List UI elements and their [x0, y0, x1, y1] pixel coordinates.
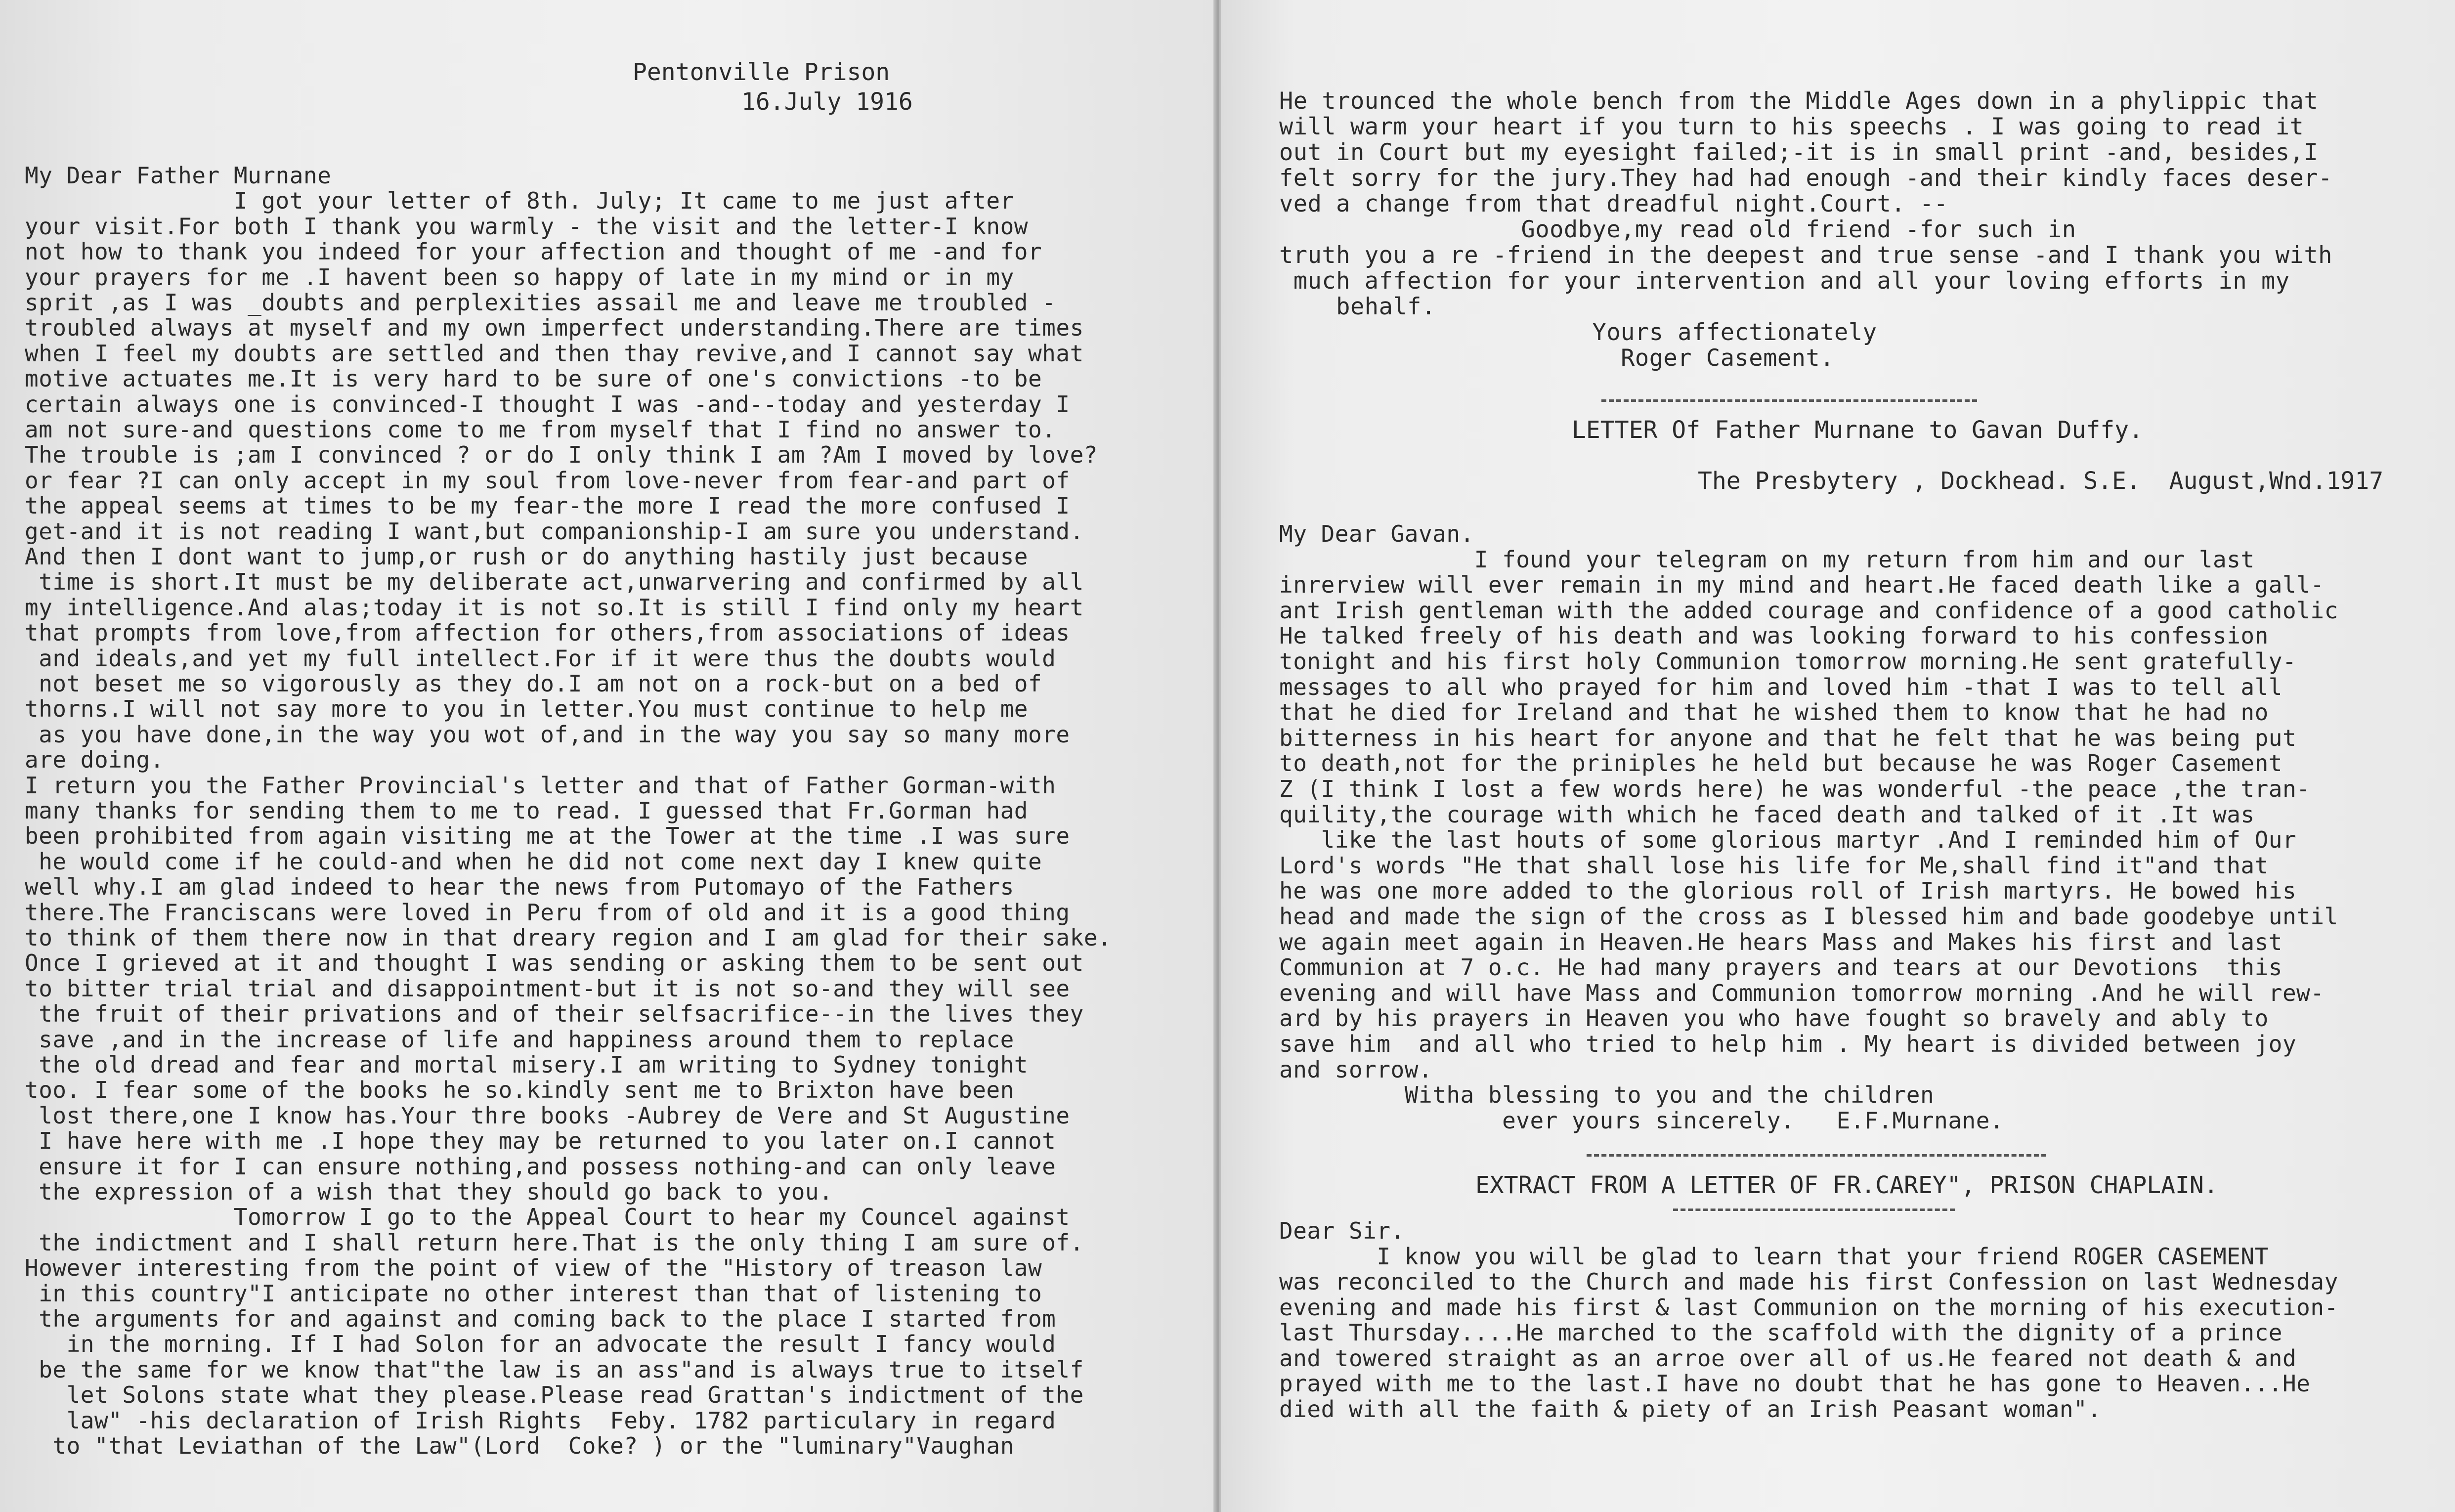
text-line: will warm your heart if you turn to his speechs . I was going to read it: [1279, 113, 2304, 140]
text-line: Goodbye,my read old friend -for such in: [1279, 216, 2076, 243]
text-line: my intelligence.And alas;today it is not so.It is still I find only my heart: [25, 594, 1084, 621]
text-line: not beset me so vigorously as they do.I am not on a rock-but on a bed of: [25, 670, 1042, 697]
text-line: troubled always at myself and my own imperfect understanding.There are times: [25, 314, 1084, 342]
text-line: was reconciled to the Church and made his first Confession on last Wednesday: [1279, 1268, 2338, 1295]
text-line: Yours affectionately: [1279, 319, 1877, 346]
text-line: sprit ,as I was _doubts and perplexities assail me and leave me troubled -: [25, 289, 1056, 316]
text-line: been prohibited from again visiting me at the Tower at the time .I was sure: [25, 822, 1070, 850]
text-line: and sorrow.: [1279, 1056, 1433, 1083]
text-line: ever yours sincerely. E.F.Murnane.: [1279, 1107, 2004, 1134]
text-line: many thanks for sending them to me to read. I guessed that Fr.Gorman had: [25, 797, 1028, 824]
text-line: Witha blessing to you and the children: [1279, 1081, 1935, 1109]
text-line: or fear ?I can only accept in my soul from love-never from fear-and part of: [25, 467, 1070, 494]
text-line: and towered straight as an arroe over all of us.He feared not death & and: [1279, 1344, 2297, 1372]
text-line: as you have done,in the way you wot of,and in the way you say so many more: [25, 721, 1070, 748]
text-line: he would come if he could-and when he did not come next day I knew quite: [25, 848, 1042, 875]
text-line: ensure it for I can ensure nothing,and possess nothing-and can only leave: [25, 1153, 1056, 1180]
text-line: Once I grieved at it and thought I was sending or asking them to be sent out: [25, 950, 1084, 977]
text-line: much affection for your intervention and all your loving efforts in my: [1279, 267, 2290, 295]
text-line: last Thursday....He marched to the scaffold with the dignity of a prince: [1279, 1319, 2283, 1346]
text-line: prayed with me to the last.I have no doubt that he has gone to Heaven...He: [1279, 1370, 2311, 1397]
text-line: your visit.For both I thank you warmly - the visit and the letter-I know: [25, 213, 1028, 240]
text-line: too. I fear some of the books he so.kindly sent me to Brixton have been: [25, 1077, 1014, 1104]
text-line: quility,the courage with which he faced death and talked of it .It was: [1279, 801, 2255, 828]
text-line: Lord's words "He that shall lose his life for Me,shall find it"and that: [1279, 852, 2269, 879]
text-line: Tomorrow I go to the Appeal Court to hear my Councel against: [25, 1204, 1070, 1231]
text-line: motive actuates me.It is very hard to be sure of one's convictions -to be: [25, 365, 1042, 392]
text-line: I know you will be glad to learn that your friend ROGER CASEMENT: [1279, 1243, 2269, 1270]
text-line: certain always one is convinced-I thought I was -and--today and yesterday I: [25, 390, 1070, 418]
text-line: Roger Casement.: [1279, 345, 1835, 372]
text-line: well why.I am glad indeed to hear the news from Putomayo of the Fathers: [25, 873, 1014, 901]
section-title-carey: EXTRACT FROM A LETTER OF FR.CAREY", PRISON CHAPLAIN.: [1475, 1171, 2218, 1199]
text-line: like the last houts of some glorious martyr .And I reminded him of Our: [1279, 826, 2297, 854]
text-line: in this country"I anticipate no other interest than that of listening to: [25, 1280, 1042, 1307]
text-line: ard by his prayers in Heaven you who have fought so bravely and ably to: [1279, 1005, 2269, 1032]
text-line: the indictment and I shall return here.That is the only thing I am sure of.: [25, 1229, 1084, 1256]
text-line: And then I dont want to jump,or rush or do anything hastily just because: [25, 543, 1028, 570]
text-line: the fruit of their privations and of their selfsacrifice--in the lives they: [25, 1000, 1084, 1028]
text-line: died with all the faith & piety of an Irish Peasant woman".: [1279, 1395, 2102, 1423]
text-line: I have here with me .I hope they may be returned to you later on.I cannot: [25, 1127, 1056, 1155]
text-line: I found your telegram on my return from him and our last: [1279, 546, 2255, 573]
text-line: The trouble is ;am I convinced ? or do I only think I am ?Am I moved by love?: [25, 441, 1098, 469]
text-line: law" -his declaration of Irish Rights Feby. 1782 particulary in regard: [25, 1407, 1056, 1434]
text-line: the old dread and fear and mortal misery.I am writing to Sydney tonight: [25, 1051, 1028, 1078]
separator-rule: [1587, 1154, 2046, 1157]
text-line: I got your letter of 8th. July; It came to me just after: [25, 187, 1014, 215]
text-line: head and made the sign of the cross as I blessed him and bade goodebye until: [1279, 903, 2338, 930]
text-line: to death,not for the priniples he held but because he was Roger Casement: [1279, 750, 2283, 777]
text-line: evening and will have Mass and Communion tomorrow morning .And he will rew-: [1279, 979, 2325, 1006]
text-line: felt sorry for the jury.They had had enough -and their kindly faces deser-: [1279, 165, 2332, 192]
text-line: the appeal seems at times to be my fear-the more I read the more confused I: [25, 492, 1070, 519]
text-line: that he died for Ireland and that he wished them to know that he had no: [1279, 699, 2269, 726]
section-title-murnane: LETTER Of Father Murnane to Gavan Duffy.: [1572, 416, 2143, 444]
text-line: inrerview will ever remain in my mind and heart.He faced death like a gall-: [1279, 571, 2325, 599]
text-line: out in Court but my eyesight failed;-it is in small print -and, besides,I: [1279, 139, 2319, 166]
text-line: evening and made his first & last Communion on the morning of his execution-: [1279, 1294, 2338, 1321]
text-line: My Dear Gavan.: [1279, 520, 1474, 547]
text-line: to bitter trial trial and disappointment-but it is not so-and they will see: [25, 975, 1070, 1002]
separator-rule: [1601, 399, 1977, 402]
text-line: My Dear Father Murnane: [25, 162, 332, 189]
letter-header-location: Pentonville Prison: [633, 58, 890, 86]
text-line: time is short.It must be my deliberate act,unwarvering and confirmed by all: [25, 568, 1084, 596]
presbytery-address: The Presbytery , Dockhead. S.E. August,Wnd.1917: [1698, 467, 2384, 495]
text-line: the expression of a wish that they should go back to you.: [25, 1178, 833, 1205]
text-line: bitterness in his heart for anyone and that he felt that he was being put: [1279, 724, 2297, 751]
text-line: the arguments for and against and coming back to the place I started from: [25, 1305, 1056, 1332]
left-page: [0, 0, 1217, 1512]
text-line: He talked freely of his death and was looking forward to his confession: [1279, 622, 2269, 649]
text-line: there.The Franciscans were loved in Peru from of old and it is a good thing: [25, 899, 1070, 926]
right-page: [1221, 0, 2455, 1512]
text-line: in the morning. If I had Solon for an advocate the result I fancy would: [25, 1331, 1056, 1358]
text-line: get-and it is not reading I want,but companionship-I am sure you understand.: [25, 518, 1084, 545]
text-line: ant Irish gentleman with the added courage and confidence of a good catholic: [1279, 597, 2338, 624]
text-line: behalf.: [1279, 293, 1436, 320]
text-line: He trounced the whole bench from the Middle Ages down in a phylippic that: [1279, 87, 2319, 115]
text-line: to think of them there now in that dreary region and I am glad for their sake.: [25, 924, 1112, 951]
text-line: messages to all who prayed for him and loved him -that I was to tell all: [1279, 673, 2283, 700]
text-line: ved a change from that dreadful night.Court. --: [1279, 190, 1948, 217]
text-line: tonight and his first holy Communion tomorrow morning.He sent gratefully-: [1279, 648, 2297, 675]
text-line: let Solons state what they please.Please read Grattan's indictment of the: [25, 1382, 1084, 1409]
text-line: and ideals,and yet my full intellect.For if it were thus the doubts would: [25, 645, 1056, 672]
text-line: are doing.: [25, 746, 164, 774]
text-line: Z (I think I lost a few words here) he was wonderful -the peace ,the tran-: [1279, 776, 2311, 802]
letter-header-date: 16.July 1916: [741, 88, 913, 116]
text-line: However interesting from the point of view of the "History of treason law: [25, 1254, 1042, 1282]
text-line: to "that Leviathan of the Law"(Lord Coke? ) or the "luminary"Vaughan: [25, 1432, 1014, 1459]
text-line: your prayers for me .I havent been so happy of late in my mind or in my: [25, 263, 1014, 291]
text-line: thorns.I will not say more to you in letter.You must continue to help me: [25, 695, 1028, 723]
text-line: save ,and in the increase of life and happiness around them to replace: [25, 1026, 1014, 1053]
text-line: not how to thank you indeed for your affection and thought of me -and for: [25, 238, 1042, 265]
text-line: save him and all who tried to help him . My heart is divided between joy: [1279, 1031, 2297, 1057]
text-line: Dear Sir.: [1279, 1217, 1405, 1244]
text-line: I return you the Father Provincial's letter and that of Father Gorman-with: [25, 772, 1056, 799]
separator-rule: [1673, 1209, 1955, 1211]
text-line: that prompts from love,from affection for others,from associations of ideas: [25, 619, 1070, 647]
text-line: when I feel my doubts are settled and then thay revive,and I cannot say what: [25, 340, 1084, 367]
text-line: he was one more added to the glorious roll of Irish martyrs. He bowed his: [1279, 877, 2297, 905]
text-line: Communion at 7 o.c. He had many prayers and tears at our Devotions this: [1279, 954, 2283, 981]
text-line: we again meet again in Heaven.He hears Mass and Makes his first and last: [1279, 928, 2283, 955]
text-line: lost there,one I know has.Your thre books -Aubrey de Vere and St Augustine: [25, 1102, 1070, 1129]
text-line: truth you a re -friend in the deepest and true sense -and I thank you with: [1279, 242, 2332, 269]
text-line: am not sure-and questions come to me from myself that I find no answer to.: [25, 416, 1056, 443]
text-line: be the same for we know that"the law is an ass"and is always true to itself: [25, 1356, 1084, 1383]
